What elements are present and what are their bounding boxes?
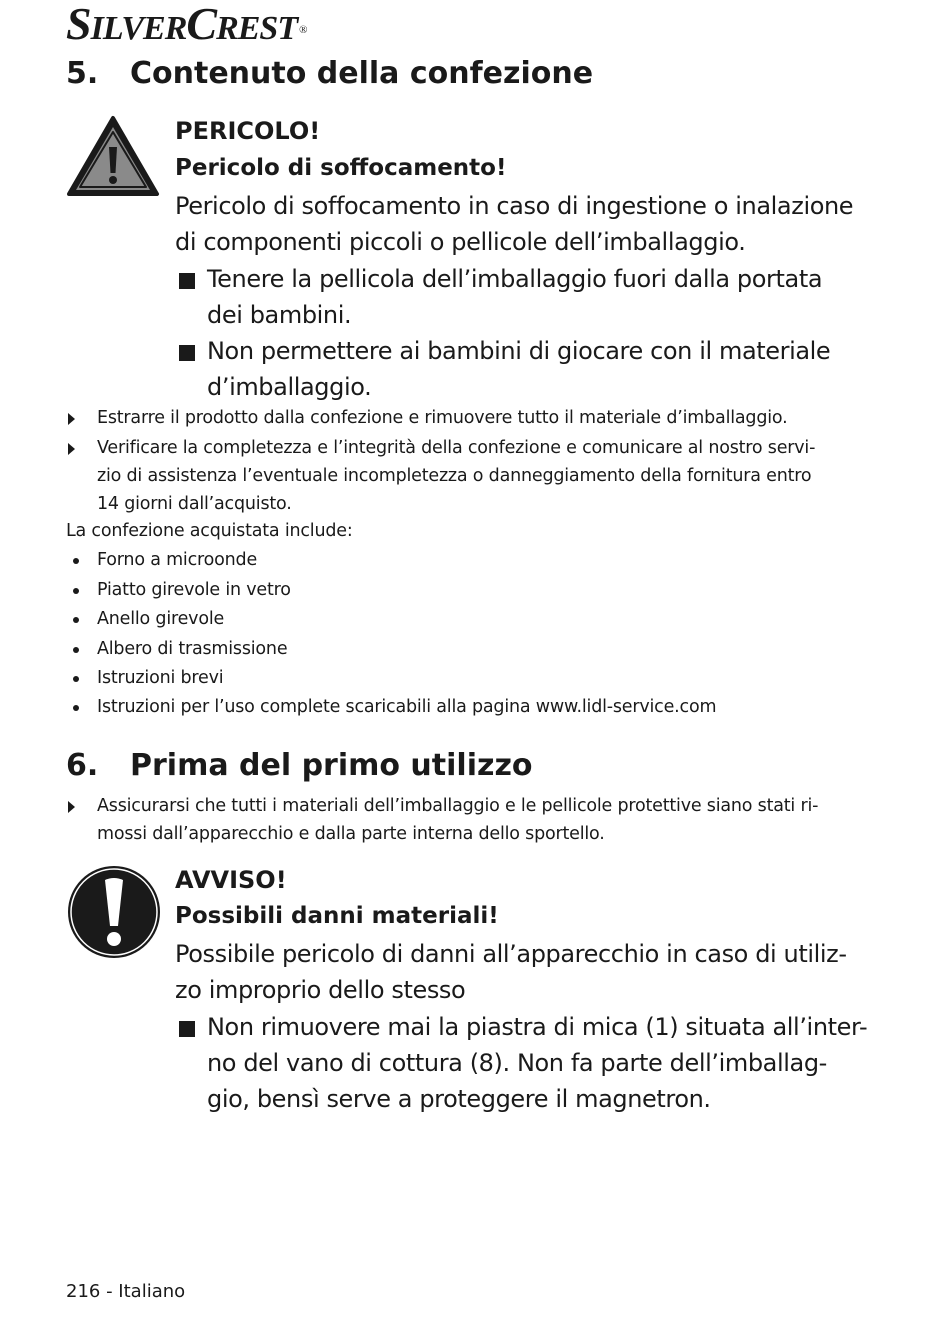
action-step: Verificare la completezza e l’integrità della confezione e comunicare al nostro servi- zio di assistenza l’eventuale incompletezza o danneggiamento della fornitura entro 14 giorni dall’acquisto. [66, 434, 846, 518]
section-title: Contenuto della confezione [130, 56, 594, 91]
arrow-bullet-icon [68, 801, 75, 813]
section-title: Prima del primo utilizzo [130, 748, 533, 783]
warning-item: Non permettere ai bambini di giocare con il materiale d’imballaggio. [175, 333, 865, 405]
list-item: Albero di trasmissione [66, 635, 287, 663]
warning-subheading: Pericolo di soffocamento! [175, 155, 507, 181]
notice-item: Non rimuovere mai la piastra di mica (1) situata all’inter- no del vano di cottura (8). Non fa parte dell’imballag- gio, bensì serve a proteggere il magnetron. [175, 1009, 865, 1117]
notice-text: Possibile pericolo di danni all’apparecchio in caso di utiliz- zo improprio dello stesso [175, 940, 847, 1004]
bullet-dot-icon [73, 617, 79, 623]
notice-subheading: Possibili danni materiali! [175, 903, 499, 929]
bullet-dot-icon [73, 647, 79, 653]
square-bullet-icon [179, 273, 195, 289]
warning-text: Pericolo di soffocamento in caso di ingestione o inalazione di componenti piccoli o pellicole dell’imballaggio. [175, 192, 854, 256]
bullet-dot-icon [73, 705, 79, 711]
bullet-dot-icon [73, 558, 79, 564]
square-bullet-icon [179, 1021, 195, 1037]
bullet-dot-icon [73, 676, 79, 682]
section-number: 5. [66, 56, 99, 91]
list-item: Forno a microonde [66, 546, 257, 574]
includes-label: La confezione acquistata include: [66, 521, 353, 541]
arrow-bullet-icon [68, 443, 75, 455]
arrow-bullet-icon [68, 413, 75, 425]
section-6-heading [66, 748, 533, 784]
action-step: Assicurarsi che tutti i materiali dell’imballaggio e le pellicole protettive siano stati ri- mossi dall’apparecchio e dalla parte interna dello sportello. [66, 792, 846, 848]
bullet-dot-icon [73, 588, 79, 594]
section-number: 6. [66, 748, 99, 783]
page-footer: 216 - Italiano [66, 1281, 186, 1302]
list-item: Piatto girevole in vetro [66, 576, 291, 604]
brand-logo: SILVERCREST ® [66, 0, 307, 49]
warning-heading: PERICOLO! [175, 117, 321, 145]
list-item: Istruzioni per l’uso complete scaricabili alla pagina www.lidl-service.com [66, 693, 716, 721]
warning-triangle-icon [66, 115, 160, 197]
square-bullet-icon [179, 345, 195, 361]
section-5-heading [66, 56, 593, 92]
exclamation-circle-icon [66, 864, 162, 960]
notice-heading: AVVISO! [175, 866, 287, 894]
list-item: Istruzioni brevi [66, 664, 223, 692]
list-item: Anello girevole [66, 605, 224, 633]
action-step: Estrarre il prodotto dalla confezione e rimuovere tutto il materiale d’imballaggio. [66, 404, 846, 432]
warning-item: Tenere la pellicola dell’imballaggio fuori dalla portata dei bambini. [175, 261, 865, 333]
